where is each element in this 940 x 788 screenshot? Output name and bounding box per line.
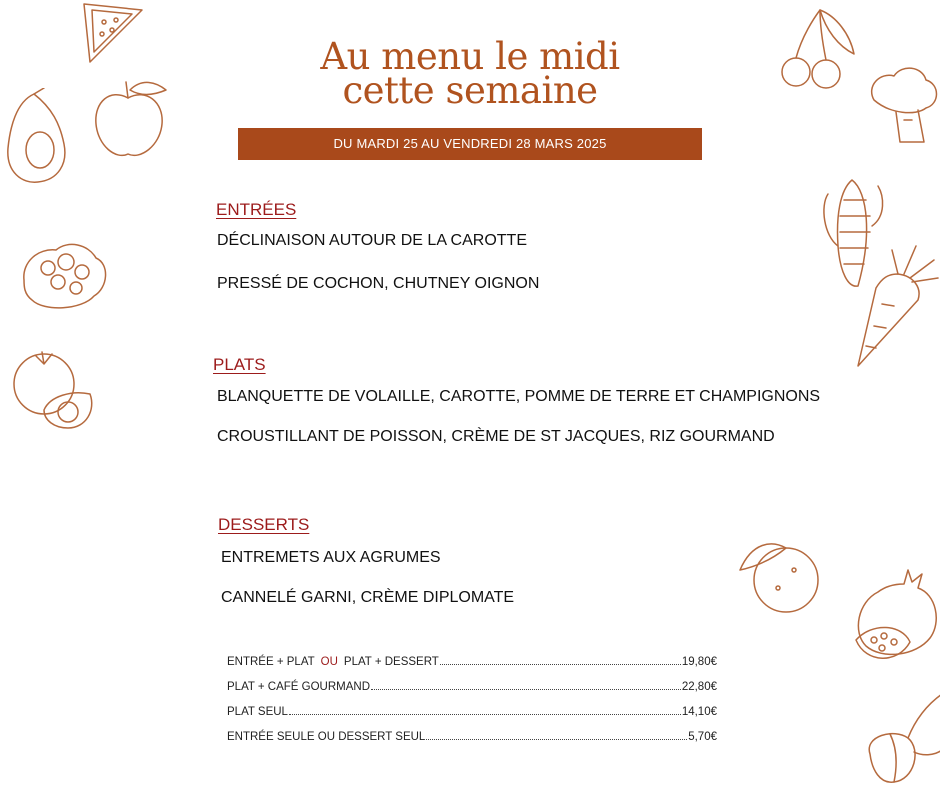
- broccoli-icon: [866, 64, 940, 146]
- price-row: [227, 706, 717, 722]
- price-row: [227, 656, 717, 672]
- orange-icon: [738, 540, 822, 614]
- price-label: PLAT + DESSERT: [343, 656, 439, 668]
- avocado-icon: [0, 88, 72, 188]
- price-label: ENTRÉE + PLAT: [227, 656, 315, 668]
- price-value: 14,10€: [681, 706, 717, 718]
- carrot-icon: [852, 244, 940, 370]
- price-row: [227, 681, 717, 697]
- apple-icon: [90, 78, 170, 162]
- price-label: PLAT SEUL: [227, 706, 288, 718]
- section-heading-entrees: ENTRÉES: [216, 200, 297, 219]
- date-range-banner: DU MARDI 25 AU VENDREDI 28 MARS 2025: [238, 128, 702, 160]
- price-label: ENTRÉE SEULE OU DESSERT SEUL: [227, 731, 426, 743]
- menu-item: CROUSTILLANT DE POISSON, CRÈME DE ST JACQUES, RIZ GOURMAND: [217, 428, 775, 445]
- onion-icon: [864, 690, 940, 786]
- price-connector: OU: [320, 656, 338, 668]
- price-value: 19,80€: [681, 656, 717, 668]
- menu-item: BLANQUETTE DE VOLAILLE, CAROTTE, POMME DE TERRE ET CHAMPIGNONS: [217, 388, 821, 405]
- watermelon-icon: [78, 0, 148, 66]
- cauliflower-icon: [18, 240, 110, 314]
- menu-item: CANNELÉ GARNI, CRÈME DIPLOMATE: [221, 589, 515, 606]
- title-line-2: cette semaine: [342, 69, 598, 112]
- menu-item: DÉCLINAISON AUTOUR DE LA CAROTTE: [217, 232, 527, 249]
- dot-leader: [440, 664, 681, 665]
- tomato-icon: [10, 350, 98, 432]
- pomegranate-icon: [852, 566, 940, 670]
- dot-leader: [371, 689, 681, 690]
- price-label: PLAT + CAFÉ GOURMAND: [227, 681, 371, 693]
- price-row: [227, 731, 717, 747]
- price-value: 22,80€: [681, 681, 717, 693]
- title-line-1: Au menu le midi: [320, 35, 620, 78]
- price-value: 5,70€: [688, 731, 717, 743]
- dot-leader: [426, 739, 687, 740]
- section-heading-plats: PLATS: [213, 355, 266, 374]
- dot-leader: [289, 714, 681, 715]
- menu-item: PRESSÉ DE COCHON, CHUTNEY OIGNON: [217, 275, 540, 292]
- menu-item: ENTREMETS AUX AGRUMES: [221, 549, 441, 566]
- page-title: [240, 35, 700, 112]
- section-heading-desserts: DESSERTS: [218, 515, 310, 534]
- cherries-icon: [778, 6, 858, 90]
